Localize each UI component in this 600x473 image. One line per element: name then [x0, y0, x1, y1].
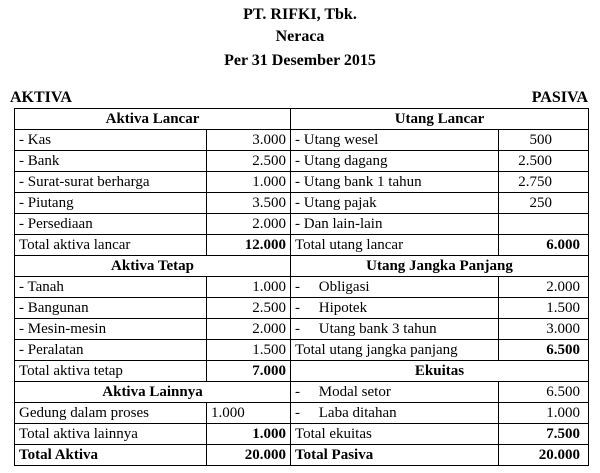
total-pasiva-value: 20.000: [499, 445, 589, 466]
liability-label: - Dan lain-lain: [291, 214, 499, 235]
section-aktiva-tetap: Aktiva Tetap: [15, 256, 291, 277]
total-aktiva-lancar-value: 12.000: [207, 235, 291, 256]
asset-value: 2.500: [207, 298, 291, 319]
asset-label: - Persediaan: [15, 214, 207, 235]
section-aktiva-lainnya: Aktiva Lainnya: [15, 382, 291, 403]
table-row: [15, 319, 589, 340]
asset-value: 2.500: [207, 151, 291, 172]
statement-title: Neraca: [275, 28, 325, 45]
company-name: PT. RIFKI, Tbk.: [243, 6, 357, 23]
equity-label: - Modal setor: [291, 382, 499, 403]
asset-value: 2.000: [207, 214, 291, 235]
asset-value: 2.000: [207, 319, 291, 340]
liability-value: 1.500: [499, 298, 589, 319]
balance-sheet-table: [14, 108, 589, 466]
table-row: [15, 382, 589, 403]
asset-label: - Kas: [15, 130, 207, 151]
table-row: [15, 403, 589, 424]
table-row: [15, 424, 589, 445]
asset-value: 3.000: [207, 130, 291, 151]
table-row: [15, 277, 589, 298]
pasiva-label: PASIVA: [531, 89, 588, 106]
table-row: [15, 214, 589, 235]
equity-value: 6.500: [499, 382, 589, 403]
table-row: [15, 109, 589, 130]
liability-value: 2.000: [499, 277, 589, 298]
liability-value: [499, 214, 589, 235]
liability-value: 500: [499, 130, 589, 151]
asset-label: - Peralatan: [15, 340, 207, 361]
total-aktiva-label: Total Aktiva: [15, 445, 207, 466]
table-row: [15, 361, 589, 382]
asset-value: 1.500: [207, 340, 291, 361]
liability-label: - Utang bank 3 tahun: [291, 319, 499, 340]
total-utang-jangka-panjang-label: Total utang jangka panjang: [291, 340, 499, 361]
table-row: [15, 340, 589, 361]
table-row: [15, 298, 589, 319]
liability-value: 2.750: [499, 172, 589, 193]
liability-value: 250: [499, 193, 589, 214]
total-ekuitas-value: 7.500: [499, 424, 589, 445]
table-row: [15, 193, 589, 214]
section-utang-jangka-panjang: Utang Jangka Panjang: [291, 256, 589, 277]
total-aktiva-value: 20.000: [207, 445, 291, 466]
asset-value: 3.500: [207, 193, 291, 214]
asset-value: 1.000: [207, 403, 291, 424]
asset-label: - Bank: [15, 151, 207, 172]
aktiva-label: AKTIVA: [10, 89, 72, 106]
asset-label: - Tanah: [15, 277, 207, 298]
asset-label: - Mesin-mesin: [15, 319, 207, 340]
asset-label: - Surat-surat berharga: [15, 172, 207, 193]
section-utang-lancar: Utang Lancar: [291, 109, 589, 130]
table-row: [15, 130, 589, 151]
liability-label: - Hipotek: [291, 298, 499, 319]
equity-value: 1.000: [499, 403, 589, 424]
asset-value: 1.000: [207, 172, 291, 193]
asset-label: - Piutang: [15, 193, 207, 214]
liability-label: - Utang pajak: [291, 193, 499, 214]
total-pasiva-label: Total Pasiva: [291, 445, 499, 466]
liability-value: 2.500: [499, 151, 589, 172]
total-utang-lancar-label: Total utang lancar: [291, 235, 499, 256]
total-aktiva-tetap-label: Total aktiva tetap: [15, 361, 207, 382]
asset-value: 1.000: [207, 277, 291, 298]
total-aktiva-tetap-value: 7.000: [207, 361, 291, 382]
statement-date: Per 31 Desember 2015: [224, 52, 376, 69]
section-aktiva-lancar: Aktiva Lancar: [15, 109, 291, 130]
total-aktiva-lancar-label: Total aktiva lancar: [15, 235, 207, 256]
asset-label: Gedung dalam proses: [15, 403, 207, 424]
table-row: [15, 256, 589, 277]
total-aktiva-lainnya-label: Total aktiva lainnya: [15, 424, 207, 445]
table-row: [15, 445, 589, 466]
total-aktiva-lainnya-value: 1.000: [207, 424, 291, 445]
liability-label: - Utang dagang: [291, 151, 499, 172]
equity-label: - Laba ditahan: [291, 403, 499, 424]
liability-label: - Utang wesel: [291, 130, 499, 151]
liability-label: - Utang bank 1 tahun: [291, 172, 499, 193]
total-utang-jangka-panjang-value: 6.500: [499, 340, 589, 361]
total-ekuitas-label: Total ekuitas: [291, 424, 499, 445]
total-utang-lancar-value: 6.000: [499, 235, 589, 256]
table-row: [15, 235, 589, 256]
liability-value: 3.000: [499, 319, 589, 340]
asset-label: - Bangunan: [15, 298, 207, 319]
section-ekuitas: Ekuitas: [291, 361, 589, 382]
table-row: [15, 172, 589, 193]
liability-label: - Obligasi: [291, 277, 499, 298]
table-row: [15, 151, 589, 172]
